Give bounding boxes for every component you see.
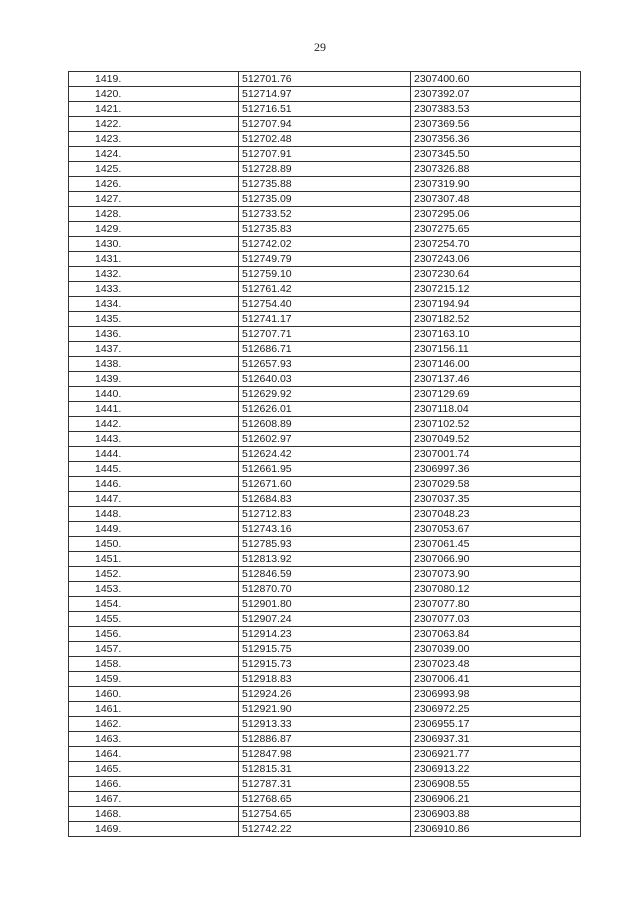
y-coordinate-cell: 2307001.74: [411, 447, 581, 462]
table-row: [69, 777, 581, 792]
y-coordinate-cell: 2307400.60: [411, 72, 581, 87]
x-coordinate-cell: 512915.73: [239, 657, 411, 672]
y-coordinate-cell: 2307194.94: [411, 297, 581, 312]
x-coordinate-cell: 512886.87: [239, 732, 411, 747]
table-row: [69, 342, 581, 357]
table-row: [69, 132, 581, 147]
y-coordinate-cell: 2307383.53: [411, 102, 581, 117]
x-coordinate-cell: 512707.71: [239, 327, 411, 342]
x-coordinate-cell: 512702.48: [239, 132, 411, 147]
table-row: [69, 282, 581, 297]
point-number-cell: 1447.: [69, 492, 239, 507]
table-row: [69, 612, 581, 627]
y-coordinate-cell: 2307037.35: [411, 492, 581, 507]
point-number-cell: 1443.: [69, 432, 239, 447]
point-number-cell: 1456.: [69, 627, 239, 642]
table-row: [69, 312, 581, 327]
y-coordinate-cell: 2306903.88: [411, 807, 581, 822]
point-number-cell: 1439.: [69, 372, 239, 387]
y-coordinate-cell: 2306997.36: [411, 462, 581, 477]
x-coordinate-cell: 512701.76: [239, 72, 411, 87]
table-row: [69, 477, 581, 492]
table-row: [69, 102, 581, 117]
table-row: [69, 717, 581, 732]
table-row: [69, 447, 581, 462]
x-coordinate-cell: 512735.09: [239, 192, 411, 207]
y-coordinate-cell: 2306972.25: [411, 702, 581, 717]
x-coordinate-cell: 512785.93: [239, 537, 411, 552]
table-row: [69, 402, 581, 417]
y-coordinate-cell: 2307156.11: [411, 342, 581, 357]
point-number-cell: 1440.: [69, 387, 239, 402]
table-row: [69, 822, 581, 837]
y-coordinate-cell: 2307243.06: [411, 252, 581, 267]
table-row: [69, 372, 581, 387]
x-coordinate-cell: 512913.33: [239, 717, 411, 732]
y-coordinate-cell: 2307356.36: [411, 132, 581, 147]
point-number-cell: 1426.: [69, 177, 239, 192]
point-number-cell: 1434.: [69, 297, 239, 312]
x-coordinate-cell: 512761.42: [239, 282, 411, 297]
table-row: [69, 87, 581, 102]
table-row: [69, 147, 581, 162]
point-number-cell: 1428.: [69, 207, 239, 222]
point-number-cell: 1449.: [69, 522, 239, 537]
x-coordinate-cell: 512742.22: [239, 822, 411, 837]
table-row: [69, 807, 581, 822]
table-row: [69, 297, 581, 312]
x-coordinate-cell: 512733.52: [239, 207, 411, 222]
point-number-cell: 1460.: [69, 687, 239, 702]
point-number-cell: 1427.: [69, 192, 239, 207]
x-coordinate-cell: 512846.59: [239, 567, 411, 582]
x-coordinate-cell: 512787.31: [239, 777, 411, 792]
y-coordinate-cell: 2307254.70: [411, 237, 581, 252]
table-row: [69, 657, 581, 672]
x-coordinate-cell: 512768.65: [239, 792, 411, 807]
x-coordinate-cell: 512712.83: [239, 507, 411, 522]
y-coordinate-cell: 2307077.80: [411, 597, 581, 612]
y-coordinate-cell: 2307029.58: [411, 477, 581, 492]
x-coordinate-cell: 512918.83: [239, 672, 411, 687]
x-coordinate-cell: 512735.83: [239, 222, 411, 237]
point-number-cell: 1429.: [69, 222, 239, 237]
point-number-cell: 1467.: [69, 792, 239, 807]
y-coordinate-cell: 2307275.65: [411, 222, 581, 237]
point-number-cell: 1450.: [69, 537, 239, 552]
y-coordinate-cell: 2307230.64: [411, 267, 581, 282]
x-coordinate-cell: 512671.60: [239, 477, 411, 492]
y-coordinate-cell: 2307077.03: [411, 612, 581, 627]
point-number-cell: 1462.: [69, 717, 239, 732]
point-number-cell: 1444.: [69, 447, 239, 462]
y-coordinate-cell: 2307049.52: [411, 432, 581, 447]
x-coordinate-cell: 512749.79: [239, 252, 411, 267]
coordinates-table-body: [69, 72, 581, 837]
point-number-cell: 1432.: [69, 267, 239, 282]
y-coordinate-cell: 2307369.56: [411, 117, 581, 132]
x-coordinate-cell: 512602.97: [239, 432, 411, 447]
point-number-cell: 1466.: [69, 777, 239, 792]
point-number-cell: 1441.: [69, 402, 239, 417]
table-row: [69, 702, 581, 717]
table-row: [69, 252, 581, 267]
y-coordinate-cell: 2307215.12: [411, 282, 581, 297]
table-row: [69, 162, 581, 177]
y-coordinate-cell: 2306908.55: [411, 777, 581, 792]
point-number-cell: 1420.: [69, 87, 239, 102]
table-row: [69, 192, 581, 207]
point-number-cell: 1421.: [69, 102, 239, 117]
x-coordinate-cell: 512716.51: [239, 102, 411, 117]
table-row: [69, 507, 581, 522]
x-coordinate-cell: 512907.24: [239, 612, 411, 627]
point-number-cell: 1422.: [69, 117, 239, 132]
table-row: [69, 387, 581, 402]
y-coordinate-cell: 2307307.48: [411, 192, 581, 207]
y-coordinate-cell: 2307392.07: [411, 87, 581, 102]
x-coordinate-cell: 512921.90: [239, 702, 411, 717]
x-coordinate-cell: 512608.89: [239, 417, 411, 432]
x-coordinate-cell: 512684.83: [239, 492, 411, 507]
x-coordinate-cell: 512707.91: [239, 147, 411, 162]
table-row: [69, 462, 581, 477]
point-number-cell: 1438.: [69, 357, 239, 372]
point-number-cell: 1461.: [69, 702, 239, 717]
point-number-cell: 1454.: [69, 597, 239, 612]
x-coordinate-cell: 512661.95: [239, 462, 411, 477]
point-number-cell: 1424.: [69, 147, 239, 162]
y-coordinate-cell: 2307066.90: [411, 552, 581, 567]
y-coordinate-cell: 2307129.69: [411, 387, 581, 402]
table-row: [69, 747, 581, 762]
table-row: [69, 357, 581, 372]
y-coordinate-cell: 2307061.45: [411, 537, 581, 552]
x-coordinate-cell: 512707.94: [239, 117, 411, 132]
table-row: [69, 222, 581, 237]
y-coordinate-cell: 2307063.84: [411, 627, 581, 642]
y-coordinate-cell: 2307006.41: [411, 672, 581, 687]
y-coordinate-cell: 2307182.52: [411, 312, 581, 327]
x-coordinate-cell: 512686.71: [239, 342, 411, 357]
table-row: [69, 792, 581, 807]
y-coordinate-cell: 2306910.86: [411, 822, 581, 837]
x-coordinate-cell: 512924.26: [239, 687, 411, 702]
y-coordinate-cell: 2307023.48: [411, 657, 581, 672]
point-number-cell: 1425.: [69, 162, 239, 177]
point-number-cell: 1431.: [69, 252, 239, 267]
x-coordinate-cell: 512626.01: [239, 402, 411, 417]
y-coordinate-cell: 2307048.23: [411, 507, 581, 522]
y-coordinate-cell: 2307345.50: [411, 147, 581, 162]
x-coordinate-cell: 512741.17: [239, 312, 411, 327]
x-coordinate-cell: 512759.10: [239, 267, 411, 282]
x-coordinate-cell: 512914.23: [239, 627, 411, 642]
x-coordinate-cell: 512624.42: [239, 447, 411, 462]
x-coordinate-cell: 512742.02: [239, 237, 411, 252]
table-row: [69, 687, 581, 702]
point-number-cell: 1453.: [69, 582, 239, 597]
y-coordinate-cell: 2307053.67: [411, 522, 581, 537]
y-coordinate-cell: 2307080.12: [411, 582, 581, 597]
point-number-cell: 1437.: [69, 342, 239, 357]
table-row: [69, 627, 581, 642]
point-number-cell: 1459.: [69, 672, 239, 687]
table-row: [69, 117, 581, 132]
point-number-cell: 1448.: [69, 507, 239, 522]
y-coordinate-cell: 2307073.90: [411, 567, 581, 582]
y-coordinate-cell: 2306955.17: [411, 717, 581, 732]
y-coordinate-cell: 2307295.06: [411, 207, 581, 222]
y-coordinate-cell: 2306906.21: [411, 792, 581, 807]
table-row: [69, 552, 581, 567]
x-coordinate-cell: 512629.92: [239, 387, 411, 402]
table-row: [69, 492, 581, 507]
page-number: 29: [314, 40, 326, 54]
y-coordinate-cell: 2306921.77: [411, 747, 581, 762]
x-coordinate-cell: 512657.93: [239, 357, 411, 372]
x-coordinate-cell: 512735.88: [239, 177, 411, 192]
y-coordinate-cell: 2307102.52: [411, 417, 581, 432]
table-row: [69, 72, 581, 87]
table-row: [69, 522, 581, 537]
y-coordinate-cell: 2307118.04: [411, 402, 581, 417]
point-number-cell: 1452.: [69, 567, 239, 582]
point-number-cell: 1433.: [69, 282, 239, 297]
table-row: [69, 267, 581, 282]
coordinates-table: [68, 71, 581, 837]
table-row: [69, 537, 581, 552]
table-row: [69, 642, 581, 657]
table-row: [69, 177, 581, 192]
y-coordinate-cell: 2306993.98: [411, 687, 581, 702]
x-coordinate-cell: 512714.97: [239, 87, 411, 102]
point-number-cell: 1419.: [69, 72, 239, 87]
table-row: [69, 732, 581, 747]
y-coordinate-cell: 2306937.31: [411, 732, 581, 747]
point-number-cell: 1469.: [69, 822, 239, 837]
point-number-cell: 1430.: [69, 237, 239, 252]
table-row: [69, 672, 581, 687]
point-number-cell: 1468.: [69, 807, 239, 822]
point-number-cell: 1446.: [69, 477, 239, 492]
point-number-cell: 1465.: [69, 762, 239, 777]
point-number-cell: 1457.: [69, 642, 239, 657]
table-row: [69, 762, 581, 777]
point-number-cell: 1435.: [69, 312, 239, 327]
y-coordinate-cell: 2307326.88: [411, 162, 581, 177]
x-coordinate-cell: 512915.75: [239, 642, 411, 657]
point-number-cell: 1464.: [69, 747, 239, 762]
x-coordinate-cell: 512815.31: [239, 762, 411, 777]
y-coordinate-cell: 2307146.00: [411, 357, 581, 372]
x-coordinate-cell: 512754.40: [239, 297, 411, 312]
x-coordinate-cell: 512728.89: [239, 162, 411, 177]
x-coordinate-cell: 512870.70: [239, 582, 411, 597]
x-coordinate-cell: 512813.92: [239, 552, 411, 567]
point-number-cell: 1442.: [69, 417, 239, 432]
table-row: [69, 432, 581, 447]
point-number-cell: 1445.: [69, 462, 239, 477]
point-number-cell: 1455.: [69, 612, 239, 627]
table-row: [69, 207, 581, 222]
x-coordinate-cell: 512847.98: [239, 747, 411, 762]
x-coordinate-cell: 512754.65: [239, 807, 411, 822]
table-row: [69, 597, 581, 612]
point-number-cell: 1458.: [69, 657, 239, 672]
point-number-cell: 1436.: [69, 327, 239, 342]
y-coordinate-cell: 2307163.10: [411, 327, 581, 342]
table-row: [69, 237, 581, 252]
table-row: [69, 567, 581, 582]
table-row: [69, 327, 581, 342]
y-coordinate-cell: 2306913.22: [411, 762, 581, 777]
table-row: [69, 417, 581, 432]
y-coordinate-cell: 2307137.46: [411, 372, 581, 387]
table-row: [69, 582, 581, 597]
x-coordinate-cell: 512640.03: [239, 372, 411, 387]
x-coordinate-cell: 512743.16: [239, 522, 411, 537]
point-number-cell: 1463.: [69, 732, 239, 747]
y-coordinate-cell: 2307319.90: [411, 177, 581, 192]
point-number-cell: 1423.: [69, 132, 239, 147]
y-coordinate-cell: 2307039.00: [411, 642, 581, 657]
x-coordinate-cell: 512901.80: [239, 597, 411, 612]
point-number-cell: 1451.: [69, 552, 239, 567]
